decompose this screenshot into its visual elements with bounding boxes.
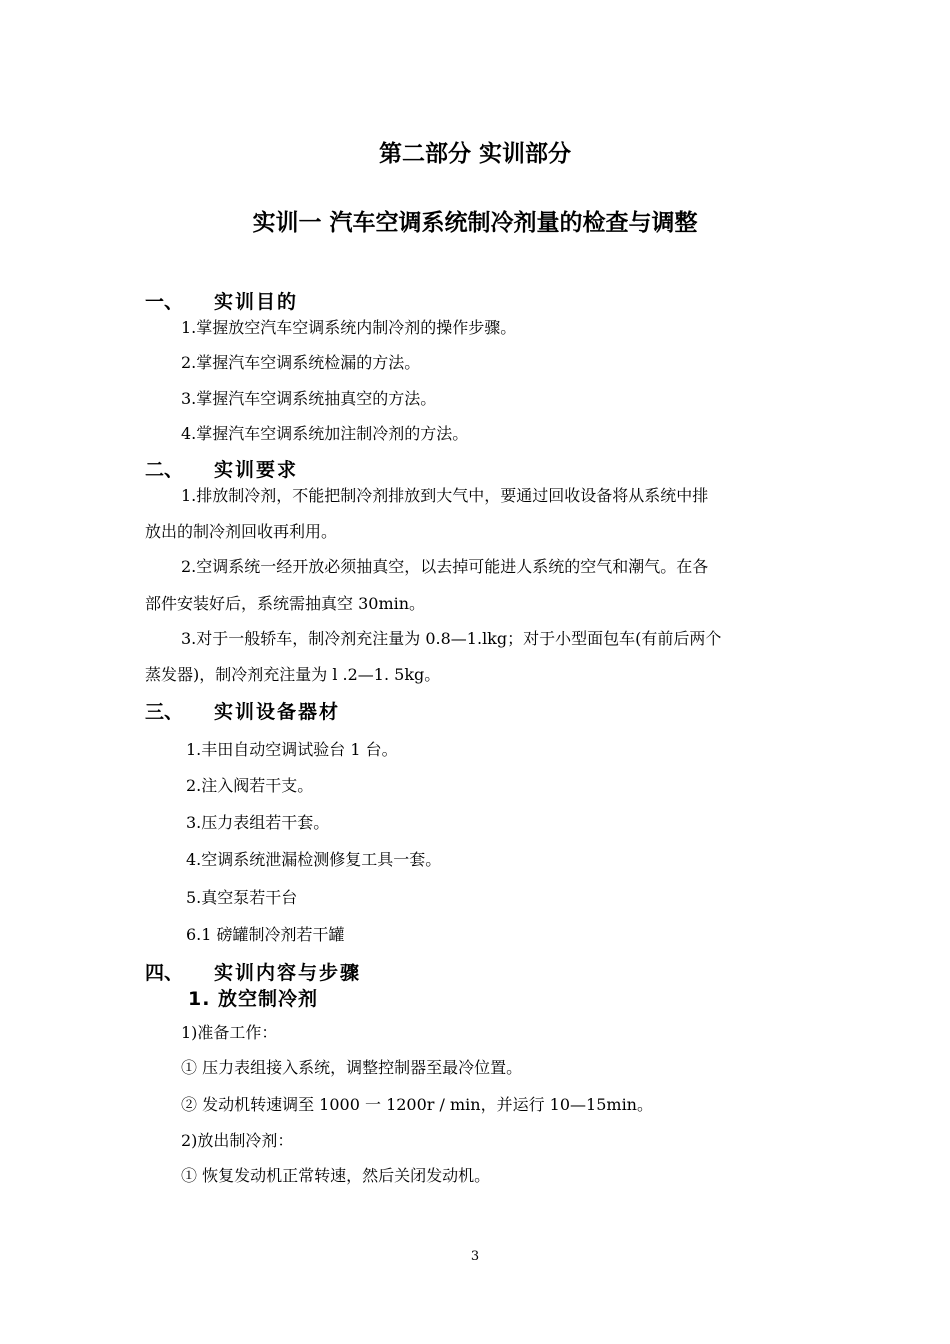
list-item: 1)准备工作： <box>181 1023 278 1042</box>
subsection-heading: 1. 放空制冷剂 <box>188 988 319 1010</box>
section-number: 二、 <box>145 459 184 481</box>
paragraph-line: 2.空调系统一经开放必须抽真空，以去掉可能进人系统的空气和潮气。在各 <box>181 557 709 576</box>
list-item: 2.掌握汽车空调系统检漏的方法。 <box>181 353 421 372</box>
paragraph-line: 放出的制冷剂回收再利用。 <box>145 522 338 541</box>
list-item: 3.压力表组若干套。 <box>186 813 330 832</box>
section-title: 实训内容与步骤 <box>214 962 362 984</box>
list-item: ② 发动机转速调至 1000 一 1200r / min，并运行 10—15min。 <box>181 1095 653 1114</box>
section-title: 实训目的 <box>214 291 299 313</box>
section-heading-equipment <box>145 697 545 723</box>
list-item: 1.掌握放空汽车空调系统内制冷剂的操作步骤。 <box>181 318 517 337</box>
page-number: 3 <box>470 1249 480 1264</box>
list-item: 2.注入阀若干支。 <box>186 776 314 795</box>
list-item: 1.丰田自动空调试验台 1 台。 <box>186 740 398 759</box>
part-title: 第二部分 实训部分 <box>378 141 571 167</box>
paragraph-line: 1.排放制冷剂，不能把制冷剂排放到大气中，要通过回收设备将从系统中排 <box>181 486 709 505</box>
section-title: 实训要求 <box>214 459 299 481</box>
lab-title: 实训一 汽车空调系统制冷剂量的检查与调整 <box>252 210 698 236</box>
list-item: 4.空调系统泄漏检测修复工具一套。 <box>186 850 442 869</box>
list-item: 6.1 磅罐制冷剂若干罐 <box>186 925 345 944</box>
paragraph-line: 3.对于一般轿车，制冷剂充注量为 0.8—1.lkg；对于小型面包车(有前后两个 <box>181 629 722 648</box>
list-item: 2)放出制冷剂： <box>181 1131 294 1150</box>
list-item: 5.真空泵若干台 <box>186 888 298 907</box>
section-number: 四、 <box>145 962 184 984</box>
section-heading-procedure <box>145 958 545 984</box>
section-number: 一、 <box>145 291 184 313</box>
paragraph-line: 部件安装好后，系统需抽真空 30min。 <box>145 594 426 613</box>
section-title: 实训设备器材 <box>214 701 341 723</box>
section-heading-requirements <box>145 455 545 481</box>
list-item: ① 恢复发动机正常转速，然后关闭发动机。 <box>181 1166 491 1185</box>
list-item: 4.掌握汽车空调系统加注制冷剂的方法。 <box>181 424 469 443</box>
section-number: 三、 <box>145 701 184 723</box>
list-item: 3.掌握汽车空调系统抽真空的方法。 <box>181 389 437 408</box>
section-heading-objectives <box>145 287 545 313</box>
paragraph-line: 蒸发器)，制冷剂充注量为 l .2—1. 5kg。 <box>145 665 441 684</box>
list-item: ① 压力表组接入系统，调整控制器至最冷位置。 <box>181 1058 523 1077</box>
